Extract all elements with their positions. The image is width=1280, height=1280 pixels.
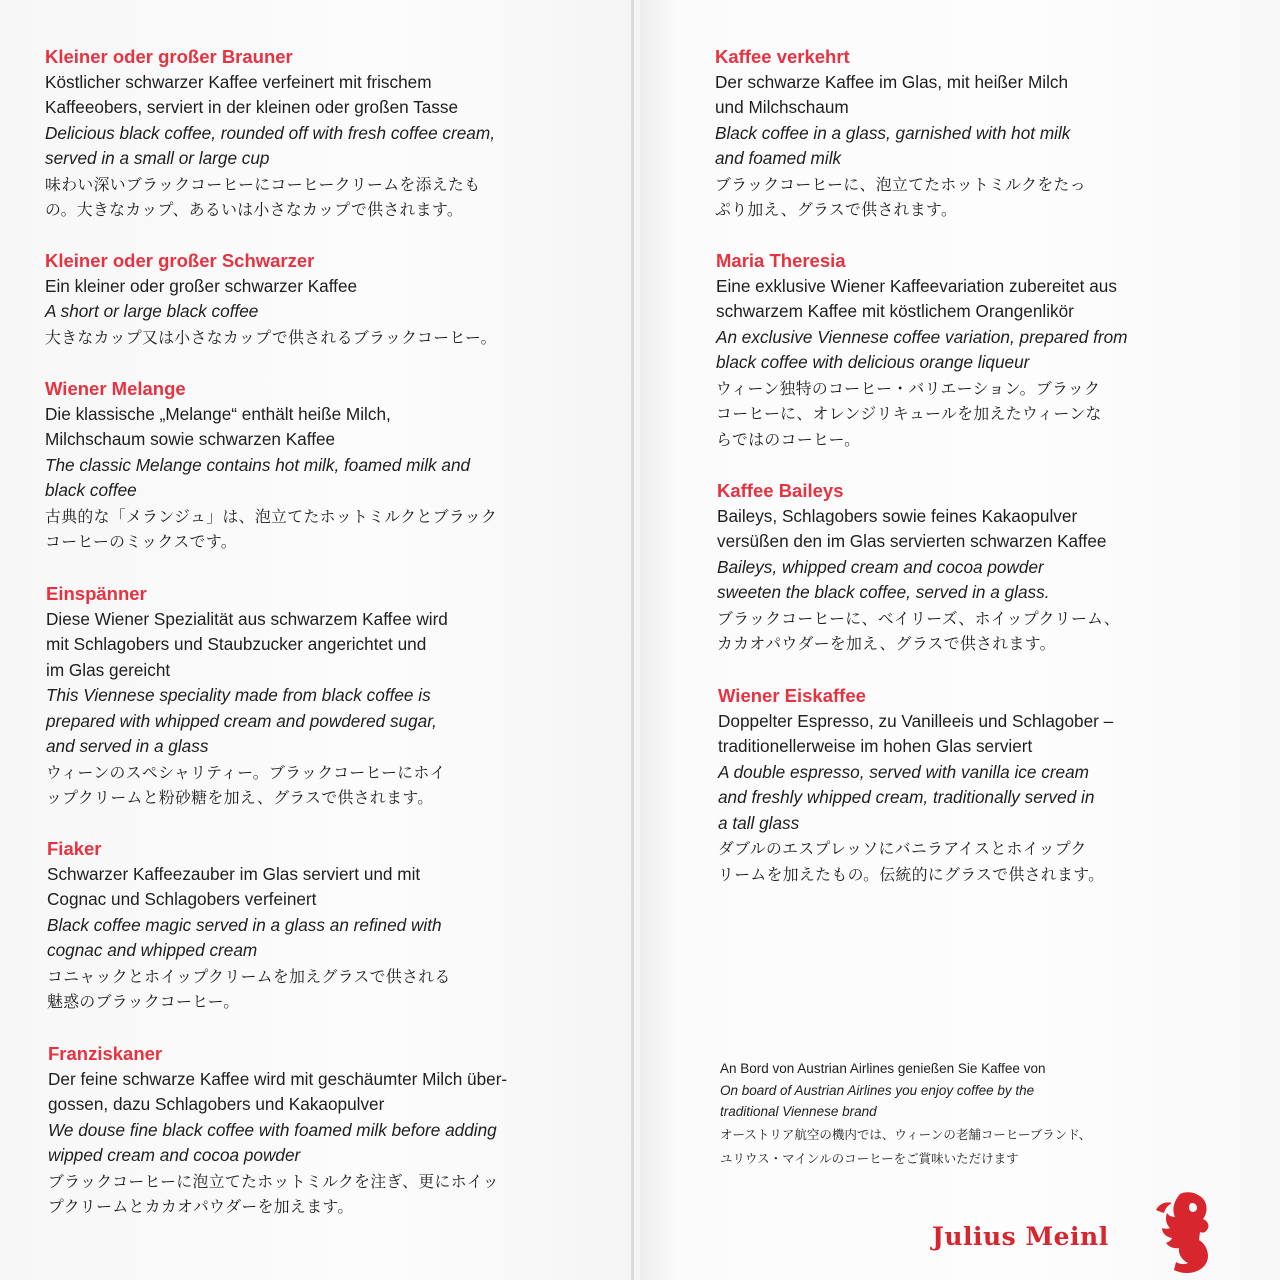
item-description-en: A short or large black coffee — [45, 301, 259, 321]
item-description-ja: ブラックコーヒーに、ベイリーズ、ホイップクリーム、 カカオパウダーを加え、グラスで供されます。 — [717, 608, 1121, 653]
item-description-ja: ブラックコーヒーに泡立てたホットミルクを注ぎ、更にホイッ プクリームとカカオパウダーを加えます。 — [48, 1171, 499, 1216]
page-fold — [631, 0, 634, 1280]
item-description-en: A double espresso, served with vanilla ice cream and freshly whipped cream, traditionally served in a tall glass — [718, 761, 1095, 833]
menu-item-kleiner-schwarzer — [45, 248, 497, 350]
item-description-ja: ブラックコーヒーに、泡立てたホットミルクをたっ ぷり加え、グラスで供されます。 — [715, 174, 1086, 219]
meinl-boy-logo-icon — [1152, 1190, 1214, 1275]
item-description-de: Doppelter Espresso, zu Vanilleeis und Schlagober – traditionellerweise im hohen Glas serviert — [718, 710, 1114, 756]
menu-item-maria-theresia — [716, 248, 1127, 452]
brand-wordmark: Julius Meinl — [932, 1222, 1109, 1251]
footer-text-en: On board of Austrian Airlines you enjoy coffee by the traditional Viennese brand — [720, 1082, 1035, 1119]
item-description-de: Der schwarze Kaffee im Glas, mit heißer Milch und Milchschaum — [715, 71, 1069, 117]
menu-item-wiener-eiskaffee — [718, 683, 1113, 887]
item-description-en: Delicious black coffee, rounded off with fresh coffee cream, served in a small or large cup — [45, 122, 495, 168]
menu-item-kaffee-verkehrt — [715, 44, 1086, 223]
item-description-en: The classic Melange contains hot milk, foamed milk and black coffee — [45, 454, 471, 500]
item-description-ja: 古典的な「メランジュ」は、泡立てたホットミルクとブラック コーヒーのミックスです。 — [45, 506, 498, 551]
item-description-de: Baileys, Schlagobers sowie feines Kakaopulver versüßen den im Glas servierten schwarzen Kaffee — [717, 505, 1107, 551]
item-description-de: Die klassische „Melange“ enthält heiße Milch, Milchschaum sowie schwarzen Kaffee — [45, 403, 391, 449]
julius-meinl-logo — [930, 1190, 1230, 1275]
item-description-en: This Viennese speciality made from black coffee is prepared with whipped cream and powdered sugar, and served in a glass — [46, 685, 437, 756]
item-description-ja: コニャックとホイップクリームを加えグラスで供される 魅惑のブラックコーヒー。 — [47, 966, 451, 1011]
item-description-ja: 大きなカップ又は小さなカップで供されるブラックコーヒー。 — [45, 327, 497, 347]
item-title: Kaffee verkehrt — [715, 46, 850, 67]
footer-text-de: An Bord von Austrian Airlines genießen Sie Kaffee von — [720, 1061, 1046, 1076]
item-title: Kaffee Baileys — [717, 480, 844, 501]
item-title: Franziskaner — [48, 1043, 163, 1064]
item-description-de: Eine exklusive Wiener Kaffeevariation zubereitet aus schwarzem Kaffee mit köstlichem Orangenlikör — [716, 275, 1117, 321]
item-description-ja: ウィーン独特のコーヒー・バリエーション。ブラック コーヒーに、オレンジリキュールを加えたウィーンな らではのコーヒー。 — [716, 378, 1102, 449]
item-description-de: Diese Wiener Spezialität aus schwarzem Kaffee wird mit Schlagobers und Staubzucker angerichtet und im Glas gereicht — [46, 608, 448, 680]
menu-item-einspaenner — [46, 581, 448, 811]
item-description-ja: ウィーンのスペシャリティー。ブラックコーヒーにホイ ップクリームと粉砂糖を加え、グラスで供されます。 — [46, 762, 446, 807]
item-title: Maria Theresia — [716, 250, 846, 271]
item-description-ja: ダブルのエスプレッソにバニラアイスとホイップク リームを加えたもの。伝統的にグラスで供されます。 — [718, 839, 1105, 884]
item-title: Kleiner oder großer Brauner — [45, 46, 293, 67]
item-title: Wiener Melange — [45, 378, 186, 399]
item-description-ja: 味わい深いブラックコーヒーにコーヒークリームを添えたも の。大きなカップ、あるいは小さなカップで供されます。 — [45, 174, 481, 219]
item-description-de: Der feine schwarze Kaffee wird mit geschäumter Milch über- gossen, dazu Schlagobers und Kakaopulver — [48, 1068, 508, 1114]
item-description-en: We douse fine black coffee with foamed milk before adding wipped cream and cocoa powder — [48, 1119, 497, 1165]
item-description-en: Black coffee magic served in a glass an refined with cognac and whipped cream — [47, 914, 442, 960]
item-description-de: Köstlicher schwarzer Kaffee verfeinert mit frischem Kaffeeobers, serviert in der kleinen oder großen Tasse — [45, 71, 459, 117]
item-description-de: Ein kleiner oder großer schwarzer Kaffee — [45, 275, 358, 296]
item-description-en: Black coffee in a glass, garnished with hot milk and foamed milk — [715, 122, 1071, 168]
menu-item-kleiner-brauner — [45, 44, 495, 223]
footer-text-ja: オーストリア航空の機内では、ウィーンの老舗コーヒーブランド、 ユリウス・マインルのコーヒーをご賞味いただけます — [720, 1126, 1092, 1166]
menu-item-wiener-melange — [45, 376, 497, 555]
menu-item-franziskaner — [48, 1041, 507, 1220]
airline-footer-note — [720, 1058, 1180, 1171]
item-title: Fiaker — [47, 838, 102, 859]
item-description-en: An exclusive Viennese coffee variation, prepared from black coffee with delicious orange liqueur — [716, 326, 1128, 372]
item-title: Einspänner — [46, 583, 147, 604]
item-description-en: Baileys, whipped cream and cocoa powder sweeten the black coffee, served in a glass. — [717, 556, 1050, 602]
item-title: Wiener Eiskaffee — [718, 685, 866, 706]
menu-item-kaffee-baileys — [717, 478, 1120, 657]
item-description-de: Schwarzer Kaffeezauber im Glas serviert und mit Cognac und Schlagobers verfeinert — [47, 863, 421, 909]
menu-item-fiaker — [47, 836, 451, 1015]
item-title: Kleiner oder großer Schwarzer — [45, 250, 315, 271]
